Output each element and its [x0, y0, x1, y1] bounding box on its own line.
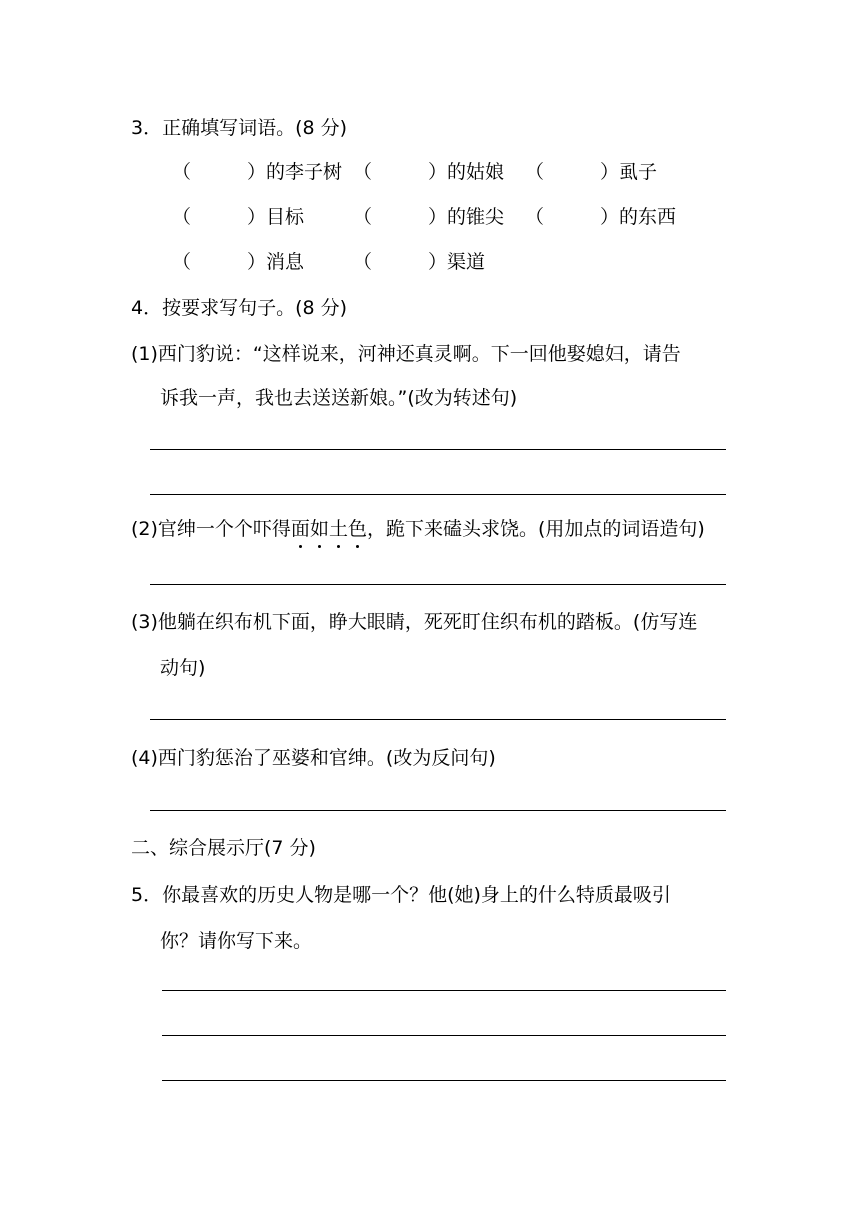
q3-heading: 3．正确填写词语。(8 分): [131, 117, 348, 139]
q4-heading: 4．按要求写句子。(8 分): [131, 297, 348, 319]
q3-item-text: 目标: [266, 206, 305, 228]
fill-blank-open: （: [353, 206, 373, 228]
q3-item-text: 渠道: [447, 251, 486, 273]
dotted-char: 如: [309, 518, 329, 540]
q3-item-3: [525, 160, 657, 184]
section2-heading: 二、综合展示厅(7 分): [131, 837, 316, 859]
fill-blank-close: ）: [600, 161, 620, 183]
q4-s2-suffix: ，跪下来磕头求饶。(用加点的词语造句): [366, 518, 705, 540]
answer-line[interactable]: [150, 584, 726, 585]
dotted-char: 面: [290, 518, 310, 540]
q3-item-text: 的锥尖: [447, 206, 505, 228]
q3-item-5: [353, 205, 504, 229]
q3-item-6: [525, 205, 676, 229]
answer-line[interactable]: [150, 810, 726, 811]
fill-blank-close: ）: [428, 206, 448, 228]
dotted-char: 色: [347, 518, 367, 540]
q3-item-text: 消息: [266, 251, 305, 273]
q4-s2-prefix: (2)官绅一个个吓得: [131, 518, 291, 540]
fill-blank-open: （: [353, 251, 373, 273]
answer-line[interactable]: [162, 1080, 726, 1081]
answer-line[interactable]: [150, 719, 726, 720]
q4-s2: [131, 517, 705, 541]
q4-s1-line1: (1)西门豹说：“这样说来，河神还真灵啊。下一回他娶媳妇，请告: [131, 343, 681, 365]
fill-blank-open: （: [525, 206, 545, 228]
fill-blank-open: （: [172, 161, 192, 183]
answer-line[interactable]: [162, 1035, 726, 1036]
fill-blank-close: ）: [428, 161, 448, 183]
q3-item-text: 的东西: [619, 206, 677, 228]
fill-blank-open: （: [172, 251, 192, 273]
q3-item-1: [172, 160, 342, 184]
answer-line[interactable]: [150, 494, 726, 495]
q5-line1: 5．你最喜欢的历史人物是哪一个？他(她)身上的什么特质最吸引: [131, 884, 671, 906]
q3-item-8: [353, 250, 485, 274]
answer-line[interactable]: [150, 449, 726, 450]
fill-blank-open: （: [525, 161, 545, 183]
q3-item-4: [172, 205, 304, 229]
fill-blank-close: ）: [247, 206, 267, 228]
fill-blank-close: ）: [247, 161, 267, 183]
q3-item-text: 的李子树: [266, 161, 343, 183]
q3-item-text: 的姑娘: [447, 161, 505, 183]
dotted-char: 土: [328, 518, 348, 540]
fill-blank-close: ）: [600, 206, 620, 228]
fill-blank-close: ）: [247, 251, 267, 273]
q3-item-2: [353, 160, 504, 184]
q4-s3-line1: (3)他躺在织布机下面，睁大眼睛，死死盯住织布机的踏板。(仿写连: [131, 611, 698, 633]
q4-s4: (4)西门豹惩治了巫婆和官绅。(改为反问句): [131, 747, 496, 769]
fill-blank-open: （: [172, 206, 192, 228]
q4-s3-line2: 动句): [160, 657, 206, 679]
q4-s1-line2: 诉我一声，我也去送送新娘。”(改为转述句): [160, 387, 518, 409]
fill-blank-close: ）: [428, 251, 448, 273]
q3-item-7: [172, 250, 304, 274]
answer-line[interactable]: [162, 990, 726, 991]
q3-item-text: 虱子: [619, 161, 658, 183]
q5-line2: 你？请你写下来。: [160, 930, 313, 952]
fill-blank-open: （: [353, 161, 373, 183]
